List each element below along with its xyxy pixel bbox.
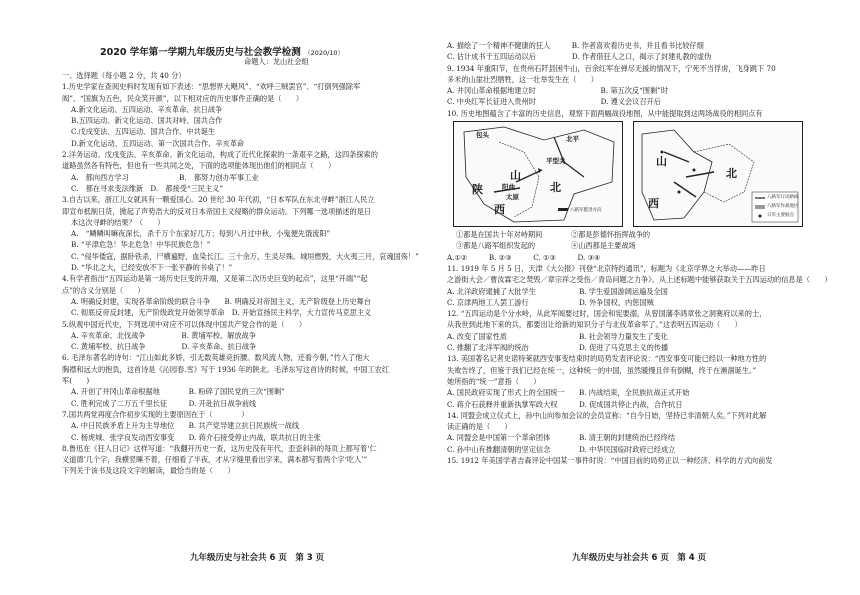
text-line: C. 杨虎城、张学良发动西安事变 D. 蒋介石接受停止内战，联共抗日的主张 <box>71 432 321 442</box>
text-line: ①都是在国共十年对峙期间 ②都是彭德怀指挥战争的 <box>456 230 651 240</box>
text-line: 下列关于该书及这段文字的解读，最恰当的是（ ） <box>62 466 235 476</box>
text-line: A. 国民政府实现了形式上的全国统一 B. 内战结束，全民族抗战正式开始 <box>447 388 690 398</box>
text-line: C. 估计成书于五四运动以后 D. 作者借狂人之口，揭示了封建礼教的虚伪 <box>447 52 712 62</box>
text-line: A. 都向西方学习 B. 都努力创办军事工业 <box>71 172 259 182</box>
text-line: A. 描绘了一个精神不健康的狂人 B. 作者喜欢看历史书，并且看书比较仔细 <box>447 41 704 50</box>
map-legend-area: 八路军作战地区 <box>767 204 799 210</box>
battle-maps <box>447 121 817 227</box>
text-line: A. “鳞鳞叫嘛夜深长，杀千万个东家好几万；每到八月过中秋，小鬼便先饿流阳” <box>71 229 331 239</box>
text-line: 失败告终了，但鉴于我们已经在统一，这种统一的中国，虽然暖慢且伴有倒糊，终于在濒涸诞生。” <box>447 365 757 375</box>
map-label-xi: 西 <box>648 197 659 211</box>
text-line: 6. 毛泽东著名的诗句：“江山如此多娇，引无数英雄竞折腰。数风流人物，还看今朝，”竹入了他大 <box>62 353 370 363</box>
text-line: A. 改变了国家性质 B. 社会领导力量发生了变化 <box>447 331 668 341</box>
text-line: C. 黄埔军校、抗日战争 D. 辛亥革命、抗日战争 <box>71 342 257 352</box>
author-line: 命题人：龙山社会组 <box>244 57 309 66</box>
map-label-pingxingguan: 平型关 <box>546 157 566 166</box>
text-line: B. “平津危急！华北危急！中华民族危急！” <box>71 240 211 250</box>
text-line: C. 胜利完成了二万五千里长征 D. 开赴抗日战争前线 <box>71 398 257 408</box>
text-line: A. 明确反封建，实现各革命阶级的联合斗争 B. 明确反对帝国主义，无产阶级登上历史舞台 <box>71 296 371 306</box>
map-left-legend: 八路军挺进方向 <box>570 208 602 214</box>
footer-page-3: 九年级历史与社会共 6 页 第 3 页 <box>190 553 325 563</box>
text-line: 义道德’几个字，我横竖睡不着，仔细看了半夜，才从字缝里看出字来，满本都写着两个字‘吃人’” <box>62 455 368 465</box>
exam-title: 2020 学年第一学期九年级历史与社会教学检测 <box>100 47 301 58</box>
text-line: 4.有学者指出“五四运动是第一场历史巨变的开端，又是第二次历史巨变的起点”，这里“开端”“起 <box>62 274 368 284</box>
text-line: A. 开创了井冈山革命根据地 B. 粉碎了国民党的三次“围剿” <box>71 387 285 397</box>
map-label-yangqu: 阳曲 <box>502 183 515 192</box>
map-legend-route: 八路军行动路线 <box>767 195 799 201</box>
text-line: 军( ) <box>62 376 90 386</box>
text-line: C. “侵华倭寇，据卧铁杀，尸横遍野，血染长江。三十余万，生灵尽殊。城垣燃毁，大火夷三月，哀魂国殇！” <box>71 251 419 261</box>
text-line: 多米的山崖壮烈牺牲，这一壮举发生在（ ） <box>447 74 598 84</box>
text-line: D.新文化运动、五四运动、第一次国共合作、辛亥革命 <box>71 138 245 148</box>
text-line: C. 都在寻求变法维新 D. 都接受“三民主义” <box>71 183 224 193</box>
map-legend-stronghold: 日军主要据点 <box>767 213 794 219</box>
map-label-baotou: 包头 <box>476 131 489 140</box>
left-page-column <box>62 70 417 477</box>
text-line: 本这次寻衅的结果？（ ） <box>71 217 165 227</box>
text-line: 8.鲁迅在《狂人日记》这样写道：“我翻开历史一查，这历史没有年代，歪歪斜斜的每页上都写着‘仁 <box>62 443 377 453</box>
map-label-taiyuan: 太原 <box>506 193 519 202</box>
text-line: 3.自古以来，浙江儿女就具有一颗爱国心。20 世纪 30 年代初，“日本军队在东北寻衅”浙江人民立 <box>62 195 375 205</box>
text-line: A. 同盟会是中国第一个革命团体 B. 清王朝的封建统治已经终结 <box>447 433 676 443</box>
text-line: 2.洋务运动、戊戌变法、辛亥革命、新文化运动，构成了近代化探索的一条艰辛之路，这四条探索的 <box>62 150 378 160</box>
map-label-shaan: 陕 <box>472 183 483 197</box>
text-line: 道路虽然各有特色，但也有一些共同之处，下面的选项能体现出他们的相同点（ ） <box>62 161 336 171</box>
right-questions-bottom <box>447 229 832 466</box>
text-line: 14. 同盟会成立仪式上，孙中山向参加会议的会员宣称：“自今日始，坚持已非清朝人矣。”下列对此解 <box>447 410 767 420</box>
footer-page-4: 九年级历史与社会共 6 页 第 4 页 <box>572 553 707 563</box>
battle-map-left <box>453 121 623 227</box>
map-label-xi: 西 <box>494 203 505 217</box>
text-line: 1.历史学家在查阅史料时发现有如下表述：“思想界大飓风”、“欢呼三贼罢官”、“打倒列强除军 <box>62 82 361 92</box>
text-line: 15. 1912 年美国学者吉森评论中国某一事件时说：“中国目前的局势正以一种经济、科学的方式向前发 <box>447 456 773 466</box>
map-label-bei: 北 <box>550 181 561 195</box>
battle-map-right <box>633 121 803 227</box>
text-line: 7.国共两党再度合作初步实现的主要原因在于（ ） <box>62 409 249 419</box>
right-questions-top <box>447 40 817 119</box>
text-line: 之游街大会／曹汝霖宅之焚毁／章宗祥之受伤／青岛问题之力争》。从上述标题中能够获取关于五四运动的信息是（ ） <box>447 275 832 285</box>
text-line: 她所指的“统一”意指（ ） <box>447 376 541 386</box>
text-line: A. 北洋政府逮捕了大批学生 B. 学生爱国游阔运遍及全国 <box>447 286 668 296</box>
map-label-shan: 山 <box>656 155 667 169</box>
text-line: C. 孙中山有推翻清朝的坚定信念 D. 中华民国临时政府已经成立 <box>447 444 676 454</box>
text-line: 13. 美国著名记者史诺特莱就西安事变结束时的局势发表评论说：“西安事变可能已经以一种地方性的 <box>447 354 767 364</box>
text-line: A. 井冈山革命根据地建立时 B. 第五次反“围剿”时 <box>447 86 669 96</box>
text-line: 10. 历史地图蕴含了丰富的历史信息，观察下面两幅战役地图，从中能提取到这两场战役的相同点有 <box>447 108 763 118</box>
text-line: 读正确的是（ ） <box>447 422 512 432</box>
text-line: 5.纵观中国近代史，下列选项中对应不可以体现中国共产党合作的是（ ） <box>62 319 307 329</box>
text-line: 点”的含义分别是（ ） <box>62 285 145 295</box>
text-line: 阀”、“国旗为五色，民众笑开颜”，以下相对应的历史事件正确的是（ ） <box>62 93 304 103</box>
map-label-shan: 山 <box>510 169 521 183</box>
text-line: C. 蒋介石获释并重新执掌军政大权 D. 促成国共停止内战，合作抗日 <box>447 399 683 409</box>
text-line: B.五四运动、新文化运动、国共对峙、国共合作 <box>71 116 223 126</box>
right-page-column <box>447 40 832 466</box>
text-line: ③都是八路军组织发起的 ④山西都是主要战场 <box>456 241 636 251</box>
battle-map-right-drawing <box>634 122 802 226</box>
text-line: A.新文化运动、五四运动、辛亥革命、抗日战争 <box>71 104 223 114</box>
text-line: C. 推翻了北洋军阀的统治 D. 促进了马克思主义的传播 <box>447 343 669 353</box>
page-title <box>100 44 400 58</box>
text-line: 11. 1919 年 5 月 5 日，天津《大公报》刊登“北京特约通讯”，标题为《北京学界之大举动——昨日 <box>447 263 766 273</box>
map-label-bei: 北 <box>726 167 737 181</box>
text-line: C. 京津两地工人罢工游行 D. 外争国权，内惩国贼 <box>447 297 654 307</box>
text-line: A.①② B. ②③ C. ①③ D. ③④ <box>447 252 601 262</box>
text-line: 9. 1934 年重阳节，在贵州石阡县困牛山，百余红军在弹尽无援的情况下，宁死不当俘虏，飞身跳下 70 <box>447 63 776 73</box>
text-line: C. 中央红军长征进入贵州时 D. 遵义会议召开后 <box>447 97 661 107</box>
text-line: A. 中日民族矛盾上升为主导地位 B. 共产党导建立抗日民族统一战线 <box>71 421 300 431</box>
text-line: 从我世到此地下来的兵，都要出让给新的知识分子与北伐革命军了。”这表明五四运动（ ） <box>447 320 742 330</box>
exam-date: （2020/10） <box>304 49 345 57</box>
text-line: 12. “五四运动是个分水岭，从此军阀要过时，国会和宪要溺，从曾国藩李鸿章张之洞赛府以来的士， <box>447 309 767 319</box>
text-line: 胸襟和远大的抱负，这首诗是《沁园春.雪》写于 1936 年的陕北。毛泽东写这首诗的时候，中国工农红 <box>62 364 390 374</box>
text-line: C. 彻底反帝反封建，无产阶级政党开始领导革命 D. 开始宣扬民主科学，大力宣传马克思主义 <box>71 308 372 318</box>
map-label-beiping: 北平 <box>566 135 579 144</box>
text-line: 即宣布抵制日货，掀起了声势浩大的反对日本帝国主义侵略的群众运动。下列哪一选项描述的是日 <box>62 206 372 216</box>
text-line: A. 辛亥革命、北伐战争 B. 黄埔军校、解放战争 <box>71 330 256 340</box>
text-line: 一、选择题（每小题 2 分，共 40 分） <box>62 71 186 80</box>
text-line: C.戊戌变法、五四运动、国共合作、中共诞生 <box>71 127 216 137</box>
text-line: D. “华北之大，已经安放不下一张平静的书桌了！” <box>71 263 233 273</box>
